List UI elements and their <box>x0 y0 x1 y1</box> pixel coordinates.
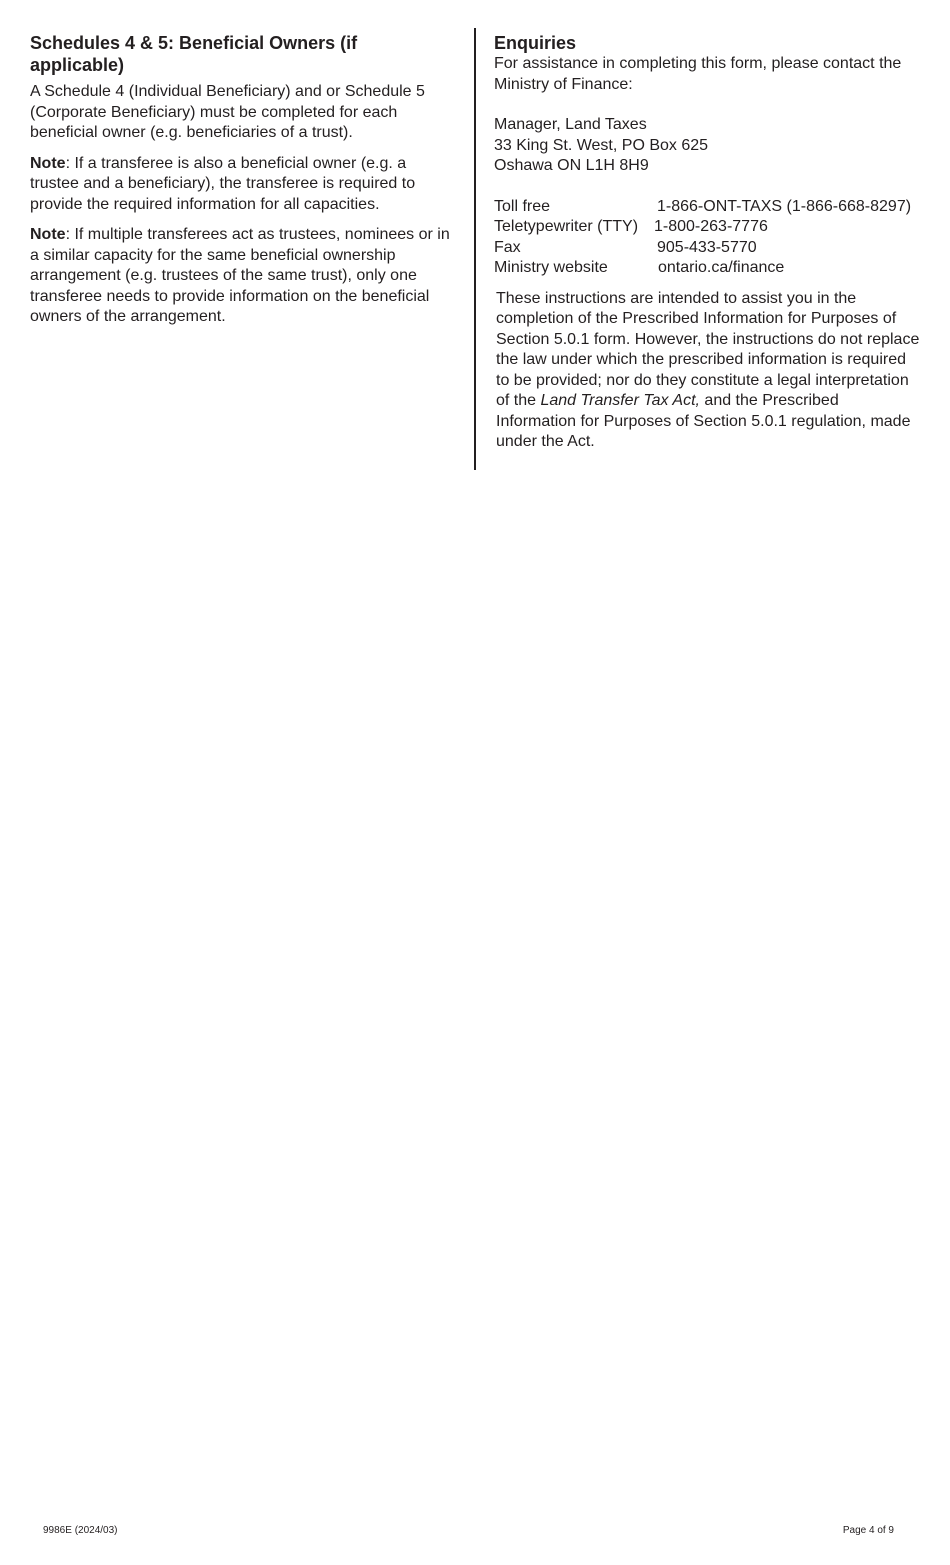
note-transferee-beneficial-owner <box>30 154 455 216</box>
note-multiple-transferees <box>30 225 455 328</box>
disclaimer <box>494 289 921 453</box>
schedule-instructions: A Schedule 4 (Individual Beneficiary) and or Schedule 5 (Corporate Beneficiary) must be completed for each beneficial owner (e.g. beneficiaries of a trust). <box>30 83 425 141</box>
act-title: Land Transfer Tax Act, <box>540 392 700 409</box>
contact-label: Ministry website <box>494 259 608 276</box>
enquiries-intro: For assistance in completing this form, please contact the Ministry of Finance: <box>494 55 902 93</box>
contact-row-fax <box>494 238 934 259</box>
address-line: Oshawa ON L1H 8H9 <box>494 157 649 174</box>
contact-label: Teletypewriter (TTY) <box>494 218 639 235</box>
contact-row-website <box>494 258 934 279</box>
note-text: : If a transferee is also a beneficial owner (e.g. a trustee and a beneficiary), the transferee is required to provide the required information for all capacities. <box>30 154 416 213</box>
contact-row-toll-free <box>494 197 934 218</box>
enquiries-heading: Enquiries <box>494 33 577 53</box>
page-number: Page 4 of 9 <box>842 1525 894 1536</box>
column-divider <box>474 28 476 470</box>
note-label: Note <box>30 226 66 243</box>
address-line: 33 King St. West, PO Box 625 <box>494 136 709 154</box>
contact-value: 1-866-ONT-TAXS (1-866-668-8297) <box>657 197 912 215</box>
contact-label: Toll free <box>494 197 551 215</box>
contact-list <box>494 197 934 279</box>
left-column <box>30 32 455 338</box>
beneficial-owners-heading: Schedules 4 & 5: Beneficial Owners (if applicable) <box>30 33 358 75</box>
contact-row-tty <box>494 217 934 238</box>
note-text: : If multiple transferees act as trustees, nominees or in a similar capacity for the same beneficial ownership arrangement (e.g. trustees of the same trust), only one transferee needs to provide information on the beneficial owners of the arrangement. <box>30 226 450 325</box>
contact-value: 905-433-5770 <box>657 238 757 256</box>
note-label: Note <box>30 154 66 172</box>
right-column <box>494 32 934 463</box>
contact-label: Fax <box>494 238 521 256</box>
form-code: 9986E (2024/03) <box>43 1525 118 1536</box>
contact-value: 1-800-263-7776 <box>654 218 768 235</box>
disclaimer-text: These instructions are intended to assist you in the completion of the Prescribed Information for Purposes of Section 5.0.1 form. However, the instructions do not replace the law under which the prescribed information is required to be provided; nor do they constitute a legal interpretation of the <box>496 289 920 409</box>
disclaimer-text: and the Prescribed Information for Purposes of Section 5.0.1 regulation, made under the Act. <box>496 392 911 450</box>
ministry-website-link[interactable]: ontario.ca/finance <box>658 259 785 276</box>
ministry-address <box>494 115 934 177</box>
address-line: Manager, Land Taxes <box>494 116 647 133</box>
